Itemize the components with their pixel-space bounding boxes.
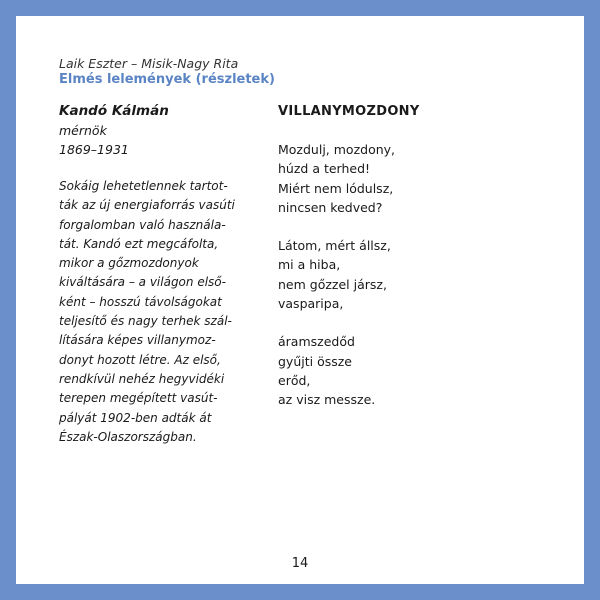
poem-column [278, 102, 558, 410]
poem-line: nincsen kedved? [278, 199, 383, 215]
poem-stanza [278, 236, 558, 313]
poem-stanza [278, 140, 558, 217]
page-number: 14 [291, 556, 309, 571]
poem-line: nem gőzzel jársz, [278, 276, 387, 292]
bio-line: mikor a gőzmozdonyok [59, 256, 199, 271]
person-name: Kandó Kálmán [59, 103, 169, 119]
bio-line: ként – hosszú távolságokat [59, 294, 222, 309]
bio-line: ták az új energiaforrás vasúti [59, 198, 235, 213]
poem-line: mi a hiba, [278, 257, 341, 273]
bio-line: Sokáig lehetetlennek tartot- [59, 179, 228, 193]
person-role: mérnök [59, 123, 107, 138]
poem-title: VILLANYMOZDONY [278, 104, 420, 119]
poem-line: Mozdulj, mozdony, [278, 142, 396, 157]
bio-line: Észak-Olaszországban. [59, 429, 197, 444]
poem-line: vasparipa, [278, 296, 344, 312]
person-years: 1869–1931 [59, 142, 129, 157]
poem-line: húzd a terhed! [278, 161, 371, 177]
bio-line: teljesítő és nagy terhek szál- [59, 314, 232, 329]
book-title: Elmés lelemények (részletek) [59, 72, 275, 87]
poem-line: gyűjti össze [278, 353, 352, 369]
bio-line: lítására képes villanymoz- [59, 333, 216, 348]
poem-line: áramszedőd [278, 334, 355, 350]
bio-line: kiváltására – a világon első- [59, 275, 226, 290]
bio-line: donyt hozott létre. Az első, [59, 352, 221, 367]
authors-line: Laik Eszter – Misik-Nagy Rita [59, 56, 239, 71]
poem-stanza [278, 332, 558, 409]
bio-line: terepen megépített vasút- [59, 391, 218, 406]
bio-line: tát. Kandó ezt megcáfolta, [59, 236, 219, 251]
profile-column [59, 102, 259, 447]
poem-line: erőd, [278, 372, 311, 388]
bio-line: pályát 1902-ben adták át [59, 410, 212, 425]
bio-line: forgalomban való használa- [59, 217, 226, 232]
poem-line: Látom, mért állsz, [278, 238, 391, 254]
poem-line: Miért nem lódulsz, [278, 180, 394, 196]
page [16, 16, 584, 584]
poem-line: az visz messze. [278, 392, 376, 408]
biography-text [59, 177, 259, 447]
bio-line: rendkívül nehéz hegyvidéki [59, 371, 225, 386]
